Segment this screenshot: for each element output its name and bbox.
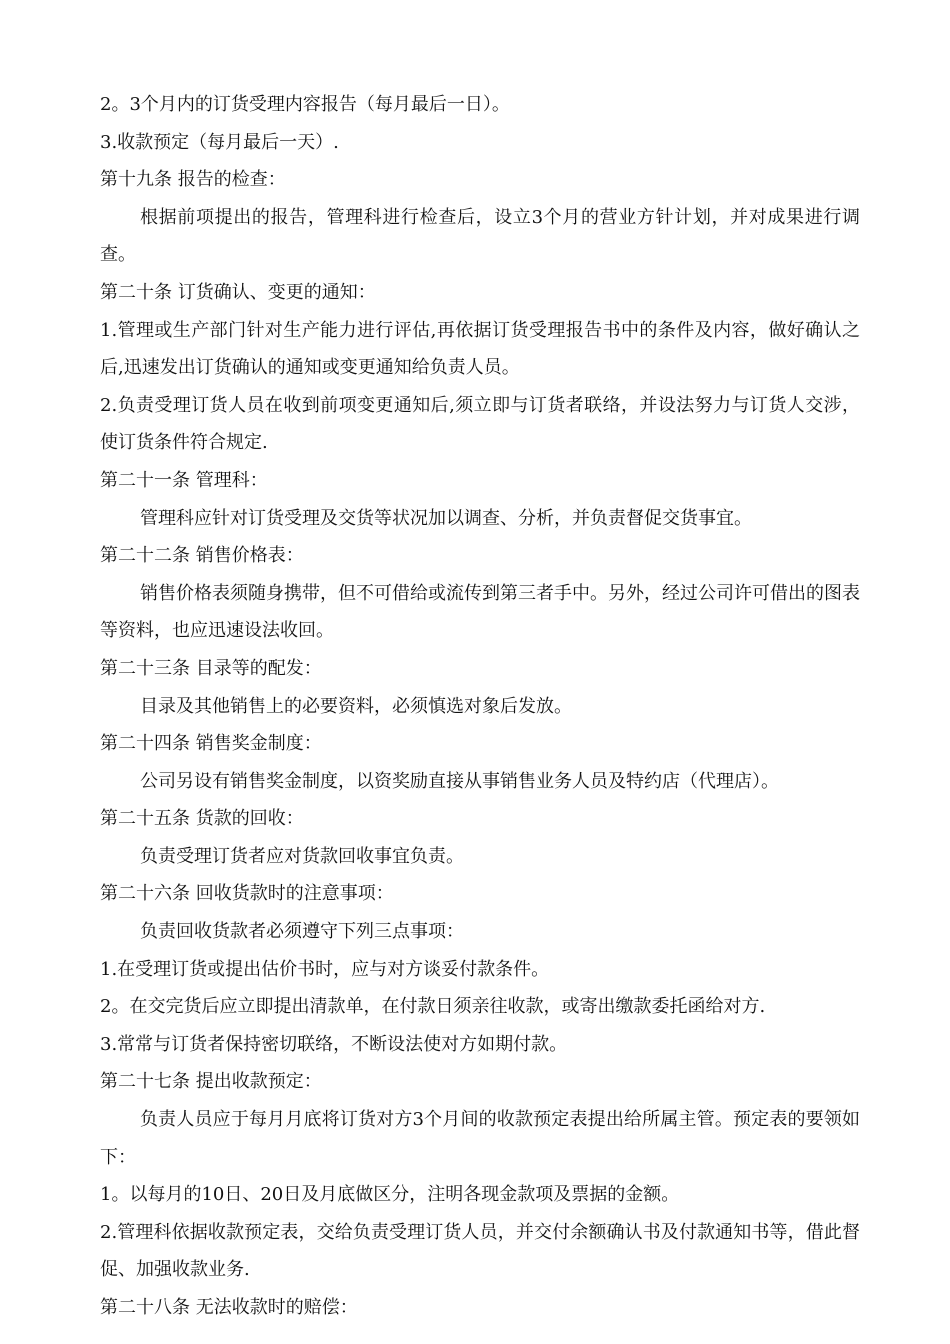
paragraph: 1.管理或生产部门针对生产能力进行评估,再依据订货受理报告书中的条件及内容，做好确认之后,迅速发出订货确认的通知或变更通知给负责人员。 [100,319,860,379]
paragraph: 2。在交完货后应立即提出清款单，在付款日须亲往收款，或寄出缴款委托函给对方. [100,996,766,1018]
article-heading: 第二十七条 提出收款预定： [100,1071,322,1093]
article-heading: 第十九条 报告的检查： [100,169,286,191]
paragraph: 1。以每月的10日、20日及月底做区分，注明各现金款项及票据的金额。 [100,1184,680,1206]
paragraph: 3.常常与订货者保持密切联络，不断设法使对方如期付款。 [100,1033,568,1055]
paragraph: 目录及其他销售上的必要资料，必须慎选对象后发放。 [140,695,572,717]
paragraph: 1.在受理订货或提出估价书时，应与对方谈妥付款条件。 [100,958,550,980]
article-heading: 第二十条 订货确认、变更的通知： [100,281,376,303]
paragraph: 负责回收货款者必须遵守下列三点事项： [140,921,464,943]
paragraph: 2.管理科依据收款预定表，交给负责受理订货人员，并交付余额确认书及付款通知书等，借此督促、加强收款业务. [100,1221,860,1281]
article-heading: 第二十八条 无法收款时的赔偿： [100,1297,358,1318]
paragraph: 3.收款预定（每月最后一天）. [100,131,339,153]
paragraph: 负责人员应于每月月底将订货对方3个月间的收款预定表提出给所属主管。预定表的要领如下： [100,1109,860,1168]
article-heading: 第二十四条 销售奖金制度： [100,733,322,755]
paragraph: 负责受理订货者应对货款回收事宜负责。 [140,845,464,867]
article-heading: 第二十一条 管理科： [100,469,268,491]
paragraph: 管理科应针对订货受理及交货等状况加以调查、分析，并负责督促交货事宜。 [140,507,752,529]
article-heading: 第二十五条 货款的回收： [100,808,304,830]
article-heading: 第二十三条 目录等的配发： [100,657,322,679]
paragraph: 根据前项提出的报告，管理科进行检查后，设立3个月的营业方针计划，并对成果进行调查。 [100,206,860,266]
paragraph: 2.负责受理订货人员在收到前项变更通知后,须立即与订货者联络，并设法努力与订货人交涉，使订货条件符合规定. [100,394,860,454]
paragraph: 公司另设有销售奖金制度，以资奖励直接从事销售业务人员及特约店（代理店）。 [140,770,779,792]
article-heading: 第二十二条 销售价格表： [100,545,304,567]
paragraph: 销售价格表须随身携带，但不可借给或流传到第三者手中。另外，经过公司许可借出的图表等资料，也应迅速设法收回。 [100,582,860,642]
paragraph: 2。3个月内的订货受理内容报告（每月最后一日）。 [100,94,510,115]
article-heading: 第二十六条 回收货款时的注意事项： [100,883,394,905]
document-body [100,86,860,1327]
